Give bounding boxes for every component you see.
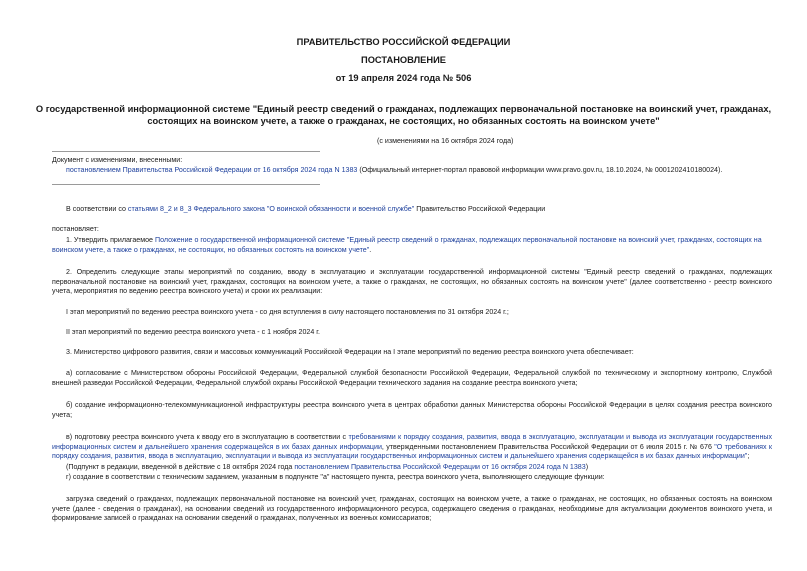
amendment-note [52,463,772,473]
item-1-text: 1. Утвердить прилагаемое [66,236,155,244]
subitem-g: г) создание в соответствии с техническим заданием, указанным в подпункте "а" настоящего пункта, реестра воинского учета, выполняющего следующие функции: [66,473,605,481]
document-type: ПОСТАНОВЛЕНИЕ [361,55,446,65]
item-2: 2. Определить следующие этапы мероприятий по созданию, вводу в эксплуатацию и эксплуатации государственной информационной системы "Единый реестр сведений о гражданах, подлежащих первоначальной постановке на воинский учет, гражданах, состоящих на воинском учете, а также о гражданах, не состоящих, но обязанных состоять на воинском учете" (далее соответственно - реестр воинского учета, мероприятия по ведению реестра воинского учета) и сроки их реализации: [52,268,772,295]
document-title-line1: О государственной информационной системе "Единый реестр сведений о гражданах, подлежащих первоначальной постановке на воинский учет, гражданах, [35,104,772,114]
law-link[interactable]: статьями 8_2 и 8_3 Федерального закона "О воинской обязанности и военной службе" [127,205,415,213]
amendment-note-text: (Подпункт в редакции, введенной в действие с 18 октября 2024 года [66,463,295,471]
preamble-text-end: Правительство Российской Федерации [414,205,546,213]
changes-divider-bottom [52,184,320,185]
item-1-end: . [369,245,372,254]
regulation-link[interactable]: Положение о государственной информационной системе "Единый реестр сведений о гражданах, подлежащих первоначальной постановке на воинский учет, гражданах, состоящих на воинском учете, а также о гражданах, не состоящих, но обязанных состоять на воинском учете" [52,236,762,254]
subitem-v [52,433,772,462]
document-title [0,103,807,127]
amendment-link[interactable]: постановлением Правительства Российской Федерации от 16 октября 2024 года N 1383 [294,463,586,471]
amendment-note-end: ) [585,463,589,471]
requirements-link[interactable]: требованиями к порядку создания, развития, ввода в эксплуатацию, эксплуатации и вывода из эксплуатации государственных информационных систем и дальнейшего хранения содержащейся в их базах данных информации [52,433,773,451]
resolves-label: постановляет: [52,225,99,233]
preamble [52,205,772,215]
item-1 [52,236,772,255]
changes-divider [52,151,320,152]
changes-link[interactable]: постановлением Правительства Российской Федерации от 16 октября 2024 года N 1383 [66,165,358,174]
changes-label: Документ с изменениями, внесенными: [52,156,183,164]
document-date-number: от 19 апреля 2024 года № 506 [335,73,472,83]
subitem-a: а) согласование с Министерством обороны Российской Федерации, Федеральной службой безопасности Российской Федерации, Федеральной службой по техническому и экспортному контролю, Службой внешней разведки Российской Федерации, Федеральной службой охраны Российской Федерации технического задания на создание реестра воинского учета; [52,369,772,387]
subitem-v-end: ; [747,452,750,460]
stage-1: I этап мероприятий по ведению реестра воинского учета - со дня вступления в силу настоящего постановления по 31 октября 2024 г.; [66,308,509,316]
changes-line [52,166,772,176]
changes-block [52,156,772,175]
stage-2: II этап мероприятий по ведению реестра воинского учета - с 1 ноября 2024 г. [66,328,320,336]
government-name: ПРАВИТЕЛЬСТВО РОССИЙСКОЙ ФЕДЕРАЦИИ [296,37,511,47]
loading-function: загрузка сведений о гражданах, подлежащих первоначальной постановке на воинский учет, гражданах, состоящих на воинском учете, а также о гражданах, не состоящих, но обязанных состоять на воинском учете (далее - сведения о гражданах), на основании сведений из государственного информационного ресурса, содержащего сведения о гражданах, необходимые для актуализации документов воинского учета, и формирование записей о гражданах на основании сведений о гражданах, полученных из военных комиссариатов; [52,495,772,522]
subitem-v-text: в) подготовку реестра воинского учета к вводу его в эксплуатацию в соответствии с [66,433,349,441]
document-title-line2: состоящих на воинском учете, а также о гражданах, не состоящих, но обязанных состоять на воинском учете" [147,116,660,126]
subitem-v-mid: , утвержденными постановлением Правительства Российской Федерации от 6 июля 2015 г. № 676 [381,442,715,451]
item-3: 3. Министерство цифрового развития, связи и массовых коммуникаций Российской Федерации на I этапе мероприятий по ведению реестра воинского учета обеспечивает: [66,348,634,356]
changes-source: (Официальный интернет-портал правовой информации www.pravo.gov.ru, 18.10.2024, № 0001202410180024). [357,165,723,174]
resolution-676-link[interactable]: "О требованиях к порядку создания, развития, ввода в эксплуатацию, эксплуатации и вывода из эксплуатации государственных информационных систем и дальнейшего хранения содержащейся в их базах данных информации" [52,442,772,460]
edition-note: (с изменениями на 16 октября 2024 года) [377,137,514,145]
subitem-b: б) создание информационно-телекоммуникационной инфраструктуры реестра воинского учета в центрах обработки данных Министерства обороны Российской Федерации в целях создания реестра воинского учета; [52,401,772,419]
preamble-text: В соответствии со [66,205,128,213]
